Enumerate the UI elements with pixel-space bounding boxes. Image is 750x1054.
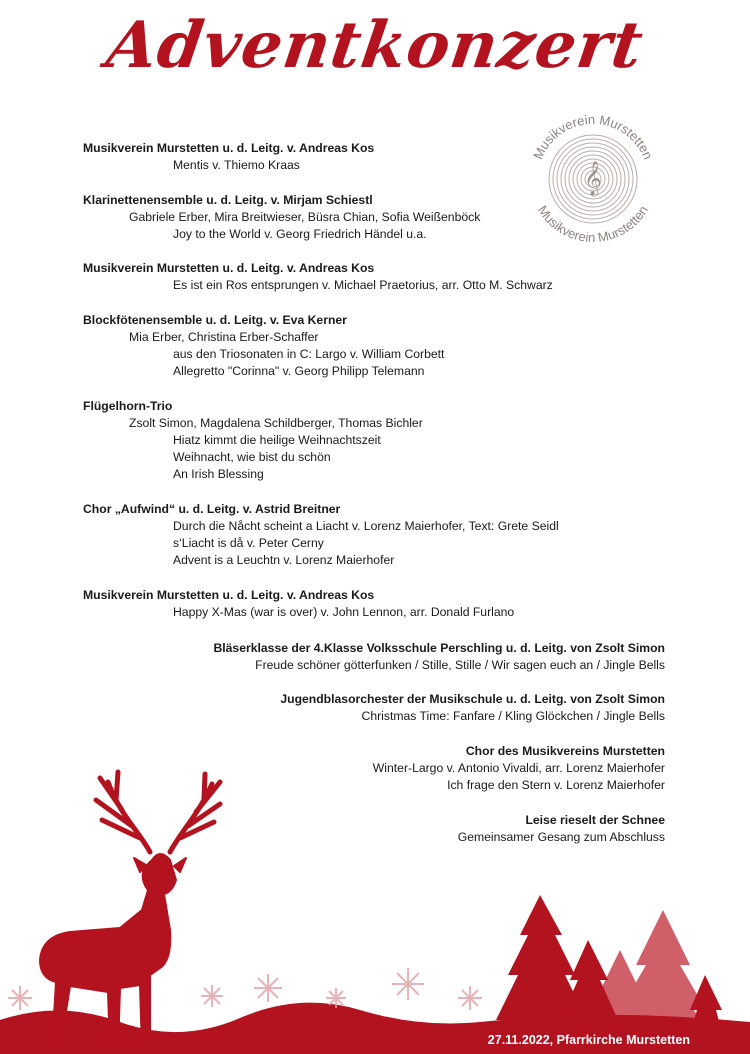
footer-date-location: 27.11.2022, Pfarrkirche Murstetten [487,1033,690,1047]
act-heading: Musikverein Murstetten u. d. Leitg. v. Andreas Kos [83,588,375,602]
piece: Happy X-Mas (war is over) v. John Lennon, arr. Donald Furlano [173,605,515,619]
piece: Hiatz kimmt die heilige Weihnachtszeit [173,433,381,447]
act-heading: Klarinettenensemble u. d. Leitg. v. Mirjam Schiestl [83,193,373,207]
act-heading: Chor „Aufwind“ u. d. Leitg. v. Astrid Breitner [83,502,341,516]
piece: Durch die Nåcht scheint a Liacht v. Lorenz Maierhofer, Text: Grete Seidl [173,519,559,533]
piece: Es ist ein Ros entsprungen v. Michael Praetorius, arr. Otto M. Schwarz [173,278,553,292]
piece: Freude schöner götterfunken / Stille, Stille / Wir sagen euch an / Jingle Bells [255,658,665,672]
treble-clef-icon: 𝄞 [584,161,602,196]
piece: Joy to the World v. Georg Friedrich Händel u.a. [173,227,427,241]
act-heading: Blockfötenensemble u. d. Leitg. v. Eva Kerner [83,313,347,327]
piece: Gemeinsamer Gesang zum Abschluss [457,830,665,844]
performers: Mia Erber, Christina Erber-Schaffer [129,330,319,344]
act-heading: Chor des Musikvereins Murstetten [465,744,665,758]
piece: An Irish Blessing [173,467,264,481]
act-heading: Flügelhorn-Trio [83,399,173,413]
act-heading: Musikverein Murstetten u. d. Leitg. v. Andreas Kos [83,261,375,275]
winter-scene [0,760,750,1054]
act-heading: Leise rieselt der Schnee [525,813,665,827]
piece: Advent is a Leuchtn v. Lorenz Maierhofer [173,553,395,567]
stag-silhouette [40,772,220,1050]
piece: Allegretto "Corinna" v. Georg Philipp Telemann [173,364,425,378]
logo-text-top: Musikverein Murstetten [530,111,656,162]
performers: Zsolt Simon, Magdalena Schildberger, Thomas Bichler [129,416,423,430]
act-heading: Musikverein Murstetten u. d. Leitg. v. Andreas Kos [83,141,375,155]
piece: Winter-Largo v. Antonio Vivaldi, arr. Lorenz Maierhofer [372,761,665,775]
logo-text-bottom: Musikverein Murstetten [535,202,651,246]
piece: aus den Triosonaten in C: Largo v. William Corbett [173,347,445,361]
page-title: Adventkonzert [102,8,648,83]
act-heading: Bläserklasse der 4.Klasse Volksschule Perschling u. d. Leitg. von Zsolt Simon [213,641,665,655]
piece: Weihnacht, wie bist du schön [173,450,331,464]
piece: Ich frage den Stern v. Lorenz Maierhofer [447,778,665,792]
piece: Mentis v. Thiemo Kraas [173,158,300,172]
act-heading: Jugendblasorchester der Musikschule u. d. Leitg. von Zsolt Simon [280,692,665,706]
piece: Christmas Time: Fanfare / Kling Glöckchen / Jingle Bells [361,709,665,723]
piece: s‘Liacht is då v. Peter Cerny [173,536,324,550]
performers: Gabriele Erber, Mira Breitwieser, Büsra Chian, Sofia Weißenböck [129,210,481,224]
